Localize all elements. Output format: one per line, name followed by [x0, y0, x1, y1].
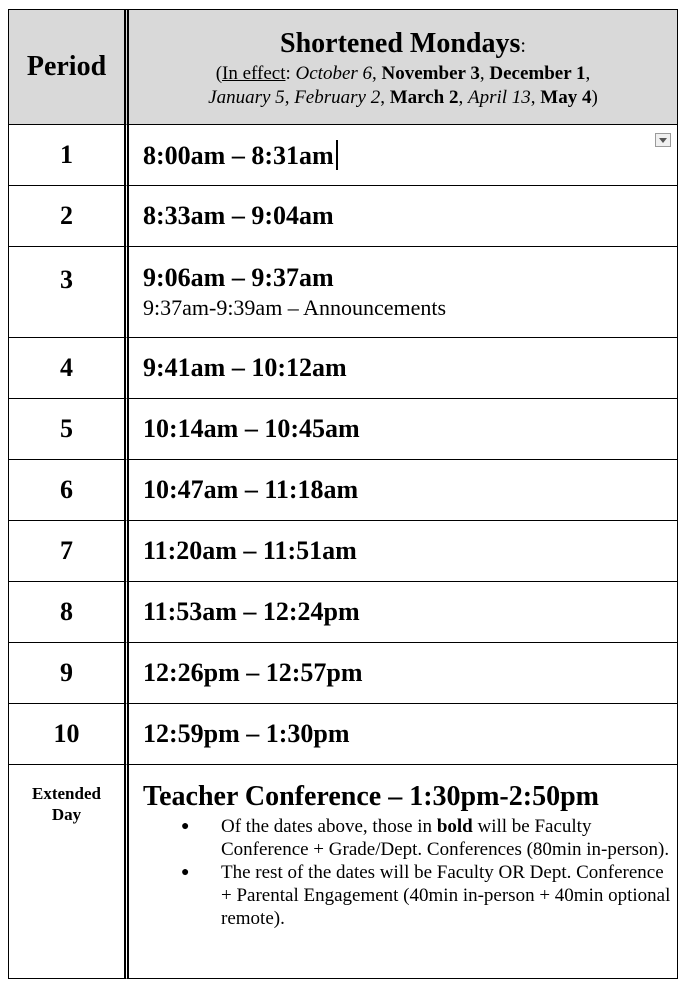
period-time: 11:20am – 11:51am — [129, 521, 678, 582]
period-number: 2 — [9, 186, 129, 247]
teacher-conference-title: Teacher Conference – 1:30pm-2:50pm — [143, 781, 599, 812]
period-number: 1 — [9, 125, 129, 186]
period-number: 8 — [9, 582, 129, 643]
period-time: 11:53am – 12:24pm — [129, 582, 678, 643]
text-cursor — [336, 140, 338, 170]
period-number: 7 — [9, 521, 129, 582]
date-item: January 5 — [208, 87, 285, 108]
paren-close: ) — [591, 87, 598, 108]
title-colon: : — [520, 35, 526, 57]
effect-colon: : — [285, 63, 296, 84]
period-row — [9, 643, 678, 704]
period-number: 5 — [9, 399, 129, 460]
period-time: 10:47am – 11:18am — [129, 460, 678, 521]
period-number: 10 — [9, 704, 129, 765]
schedule-document — [8, 9, 678, 979]
period-row — [9, 338, 678, 399]
announcements-note: 9:37am-9:39am – Announcements — [143, 295, 447, 320]
effective-dates: (In effect: October 6, November 3, December 1, January 5, February 2, March 2, April 13, May 4) — [208, 63, 598, 108]
period-time: 12:59pm – 1:30pm — [129, 704, 678, 765]
extended-day-cell — [129, 765, 678, 979]
paren-open: ( — [215, 63, 223, 84]
period-time: 9:06am – 9:37am — [143, 263, 334, 292]
conference-notes — [143, 815, 677, 930]
period-row — [9, 582, 678, 643]
period-time: 8:00am – 8:31am — [143, 140, 334, 170]
date-item: May 4 — [540, 87, 592, 108]
note-text: The rest of the dates will be Faculty OR Dept. Conference + Parental Engagement (40min in-person + 40min optional remote). — [221, 862, 671, 929]
period-column-header: Period — [9, 10, 129, 125]
note-text: will be Faculty Conference + Grade/Dept. Conferences (80min in-person). — [221, 816, 670, 860]
period-number: 9 — [9, 643, 129, 704]
schedule-title — [129, 24, 677, 62]
period-time-cell — [129, 247, 678, 338]
period-row — [9, 125, 678, 186]
dropdown-arrow-icon[interactable] — [655, 133, 671, 147]
in-effect-label: In effect — [222, 63, 286, 84]
period-number: 6 — [9, 460, 129, 521]
date-item: March 2 — [389, 87, 459, 108]
period-time-cell[interactable] — [129, 125, 678, 186]
note-text: Of the dates above, those in — [221, 816, 437, 837]
date-item: December 1 — [489, 63, 586, 84]
note-bold-word: bold — [436, 816, 473, 837]
date-item: October 6 — [295, 63, 373, 84]
extended-day-label — [9, 765, 129, 979]
period-row — [9, 521, 678, 582]
period-number: 3 — [9, 247, 129, 338]
header-row — [9, 10, 678, 125]
schedule-title-cell — [129, 10, 678, 125]
extended-label-line: Day — [51, 805, 82, 824]
period-time: 8:33am – 9:04am — [129, 186, 678, 247]
extended-label-line: Extended — [32, 784, 101, 803]
extended-day-row — [9, 765, 678, 979]
period-row — [9, 460, 678, 521]
period-time: 9:41am – 10:12am — [129, 338, 678, 399]
period-time: 10:14am – 10:45am — [129, 399, 678, 460]
date-item: November 3 — [381, 63, 480, 84]
period-row — [9, 704, 678, 765]
date-item: April 13 — [467, 87, 531, 108]
period-row — [9, 247, 678, 338]
title-text: Shortened Mondays — [280, 28, 521, 59]
note-item — [221, 861, 677, 930]
period-row — [9, 186, 678, 247]
date-item: February 2 — [294, 87, 381, 108]
period-number: 4 — [9, 338, 129, 399]
schedule-table — [8, 9, 678, 979]
period-row — [9, 399, 678, 460]
note-item — [221, 815, 677, 861]
period-time: 12:26pm – 12:57pm — [129, 643, 678, 704]
